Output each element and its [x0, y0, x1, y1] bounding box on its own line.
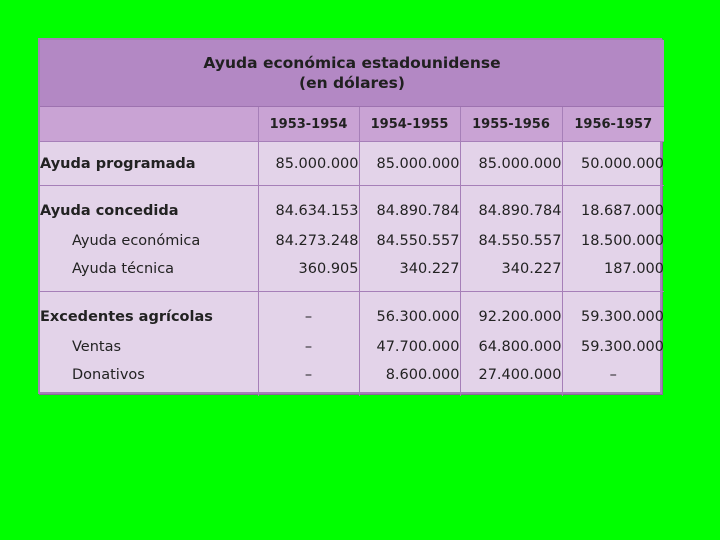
- row-label: Ayuda económica: [72, 232, 201, 249]
- row-label: Ayuda técnica: [40, 256, 258, 292]
- table-row-donativos: [40, 362, 664, 396]
- column-header-1954-1955: 1954-1955: [359, 107, 460, 142]
- table-cell: –: [562, 362, 664, 396]
- table-cell: 59.300.000: [562, 332, 664, 362]
- column-header-row: [40, 107, 664, 142]
- table-cell: 59.300.000: [562, 292, 664, 332]
- table-cell: –: [258, 332, 359, 362]
- row-label: Excedentes agrícolas: [40, 308, 213, 325]
- column-header-1956-1957: 1956-1957: [562, 107, 664, 142]
- table-cell: –: [258, 292, 359, 332]
- table-cell: 85.000.000: [258, 142, 359, 186]
- table-cell: 18.500.000: [562, 226, 664, 256]
- table-cell: 27.400.000: [460, 362, 562, 396]
- table-cell: 340.227: [359, 256, 460, 292]
- table-row-ayuda-programada: [40, 142, 664, 186]
- table-title-line-2: (en dólares): [298, 74, 405, 92]
- table-row-ayuda-economica: [40, 226, 664, 256]
- table-title-line-1: Ayuda económica estadounidense: [203, 54, 501, 72]
- table-cell: 360.905: [258, 256, 359, 292]
- table-title: [40, 40, 664, 107]
- row-label: Ventas: [72, 338, 122, 355]
- table-row-ayuda-tecnica: [40, 256, 664, 292]
- table-cell: 84.634.153: [258, 186, 359, 226]
- table-row-excedentes-agricolas: [40, 292, 664, 332]
- table-cell: 187.000: [562, 256, 664, 292]
- table-cell: 85.000.000: [460, 142, 562, 186]
- table-cell: 84.550.557: [460, 226, 562, 256]
- row-label: Donativos: [72, 366, 145, 383]
- aid-table: [40, 40, 664, 396]
- table-cell: 85.000.000: [359, 142, 460, 186]
- table-cell: 47.700.000: [359, 332, 460, 362]
- table-cell: 50.000.000: [562, 142, 664, 186]
- column-header-1953-1954: 1953-1954: [258, 107, 359, 142]
- table-row-ventas: [40, 332, 664, 362]
- column-header-1955-1956: 1955-1956: [460, 107, 562, 142]
- table-row-ayuda-concedida: [40, 186, 664, 226]
- column-header-empty: [40, 107, 258, 142]
- table-cell: 340.227: [460, 256, 562, 292]
- table-cell: 18.687.000: [562, 186, 664, 226]
- table-cell: 84.890.784: [460, 186, 562, 226]
- table-cell: 64.800.000: [460, 332, 562, 362]
- table-cell: 8.600.000: [359, 362, 460, 396]
- aid-table-container: [38, 38, 662, 394]
- table-cell: –: [258, 362, 359, 396]
- table-cell: 84.550.557: [359, 226, 460, 256]
- table-cell: 84.890.784: [359, 186, 460, 226]
- table-cell: 92.200.000: [460, 292, 562, 332]
- row-label: Ayuda programada: [40, 142, 258, 186]
- table-cell: 56.300.000: [359, 292, 460, 332]
- table-title-row: [40, 40, 664, 107]
- table-cell: 84.273.248: [258, 226, 359, 256]
- row-label: Ayuda concedida: [40, 202, 179, 219]
